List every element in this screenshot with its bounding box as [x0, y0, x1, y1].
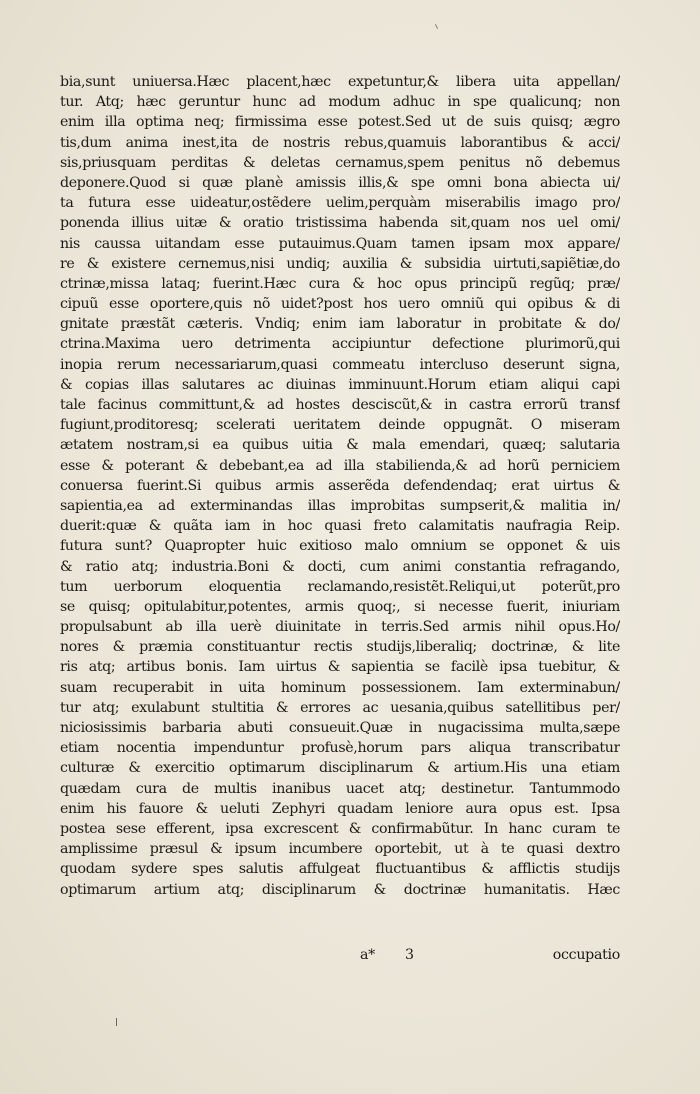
- text-line: etiam nocentia impenduntur profusè,horum pars aliqua transcribatur: [60, 740, 620, 757]
- text-line: enim illa optima neq; firmissima esse potest.Sed ut de suis quisq; ægro: [60, 114, 620, 131]
- text-line: enim his fauore & ueluti Zephyri quadam leniore aura opus est. Ipsa: [60, 800, 620, 817]
- text-line: ta futura esse uideatur,ostẽdere uelim,perquàm miserabilis imago pro/: [60, 195, 620, 212]
- text-line: inopia rerum necessariarum,quasi commeatu intercluso deserunt signa,: [60, 356, 620, 373]
- text-line: tur. Atq; hæc geruntur hunc ad modum adhuc in spe qualicunq; non: [60, 94, 620, 111]
- text-line: fugiunt,proditoresq; scelerati ueritatem deinde oppugnãt. O miseram: [60, 417, 620, 434]
- text-line: tur atq; exulabunt stultitia & errores ac uesania,quibus satellitibus per/: [60, 699, 620, 716]
- text-line: ponenda illius uitæ & oratio tristissima habenda sit,quam nos uel omi/: [60, 215, 620, 232]
- text-block: [60, 72, 620, 900]
- signature-number: 3: [404, 947, 414, 963]
- text-line: quodam sydere spes salutis affulgeat fluctuantibus & afflictis studijs: [60, 861, 620, 878]
- text-line: futura sunt? Quapropter huic exitioso malo omnium se opponet & uis: [60, 538, 620, 555]
- text-line: tale facinus committunt,& ad hostes desciscũt,& in castra errorũ transf: [60, 397, 620, 413]
- text-line: re & existere cernemus,nisi undiq; auxilia & subsidia uirtuti,sapiẽtiæ,do: [60, 255, 620, 272]
- text-line: propulsabunt ab illa uerè diuinitate in terris.Sed armis nihil opus.Ho/: [60, 619, 620, 636]
- text-line: ætatem nostram,si ea quibus uitia & mala emendari, quæq; salutaria: [60, 437, 620, 454]
- text-line: amplissime præsul & ipsum incumbere oportebit, ut à te quasi dextro: [60, 841, 620, 858]
- catchword: occupatio: [552, 947, 620, 963]
- signature-mark: a*: [360, 947, 375, 963]
- text-line: esse & poterant & debebant,ea ad illa stabilienda,& ad horũ perniciem: [60, 457, 620, 474]
- text-line: nis caussa uitandam esse putauimus.Quam tamen ipsam mox appare/: [60, 235, 620, 252]
- text-line: sapientia,ea ad exterminandas illas improbitas sumpserit,& malitia in/: [60, 497, 620, 514]
- text-line: quædam cura de multis inanibus uacet atq; destinetur. Tantummodo: [60, 780, 620, 797]
- text-line: postea sese efferent, ipsa excrescent & confirmabũtur. In hanc curam te: [60, 820, 620, 837]
- ink-speck: [435, 24, 438, 29]
- text-line: optimarum artium atq; disciplinarum & doctrinæ humanitatis. Hæc: [60, 881, 620, 898]
- text-line: tis,dum anima inest,ita de nostris rebus,quamuis laborantibus & acci/: [60, 134, 620, 151]
- text-line: ris atq; artibus bonis. Iam uirtus & sapientia se facilè ipsa tuebitur, &: [60, 659, 620, 676]
- text-line: niciosissimis barbaria abuti consueuit.Quæ in nugacissima multa,sæpe: [60, 720, 620, 736]
- text-line: ctrinæ,missa lataq; fuerint.Hæc cura & hoc opus principũ regũq; præ/: [60, 275, 620, 292]
- text-line: culturæ & exercitio optimarum disciplinarum & artium.His una etiam: [60, 760, 620, 777]
- text-line: bia,sunt uniuersa.Hæc placent,hæc expetuntur,& libera uita appellan/: [60, 74, 620, 90]
- text-line: se quisq; opitulabitur,potentes, armis quoq;, si necesse fuerit, iniuriam: [60, 598, 620, 615]
- margin-mark: [116, 1018, 117, 1026]
- page-footer: [360, 947, 620, 963]
- text-line: cipuũ esse oportere,quis nõ uidet?post hos uero omniũ qui opibus & di: [60, 296, 620, 313]
- text-line: suam recuperabit in uita hominum possessionem. Iam exterminabun/: [60, 679, 620, 696]
- text-line: gnitate præstãt cæteris. Vndiq; enim iam laboratur in probitate & do/: [60, 316, 620, 333]
- text-line: & copias illas salutares ac diuinas imminuunt.Horum etiam aliqui capi: [60, 376, 620, 393]
- text-line: & ratio atq; industria.Boni & docti, cum animi constantia refragando,: [60, 558, 620, 575]
- text-line: tum uerborum eloquentia reclamando,resistẽt.Reliqui,ut poterũt,pro: [60, 578, 620, 595]
- text-line: deponere.Quod si quæ planè amissis illis,& spe omni bona abiecta ui/: [60, 174, 620, 191]
- text-line: conuersa fuerint.Si quibus armis asserẽda defendendaq; erat uirtus &: [60, 477, 620, 494]
- text-line: duerit:quæ & quãta iam in hoc quasi freto calamitatis naufragia Reip.: [60, 518, 620, 535]
- text-line: nores & præmia constituantur rectis studijs,liberaliq; doctrinæ, & lite: [60, 639, 620, 656]
- text-line: sis,priusquam perditas & deletas cernamus,spem penitus nõ debemus: [60, 154, 620, 171]
- text-line: ctrina.Maxima uero detrimenta accipiuntur defectione plurimorũ,qui: [60, 336, 620, 353]
